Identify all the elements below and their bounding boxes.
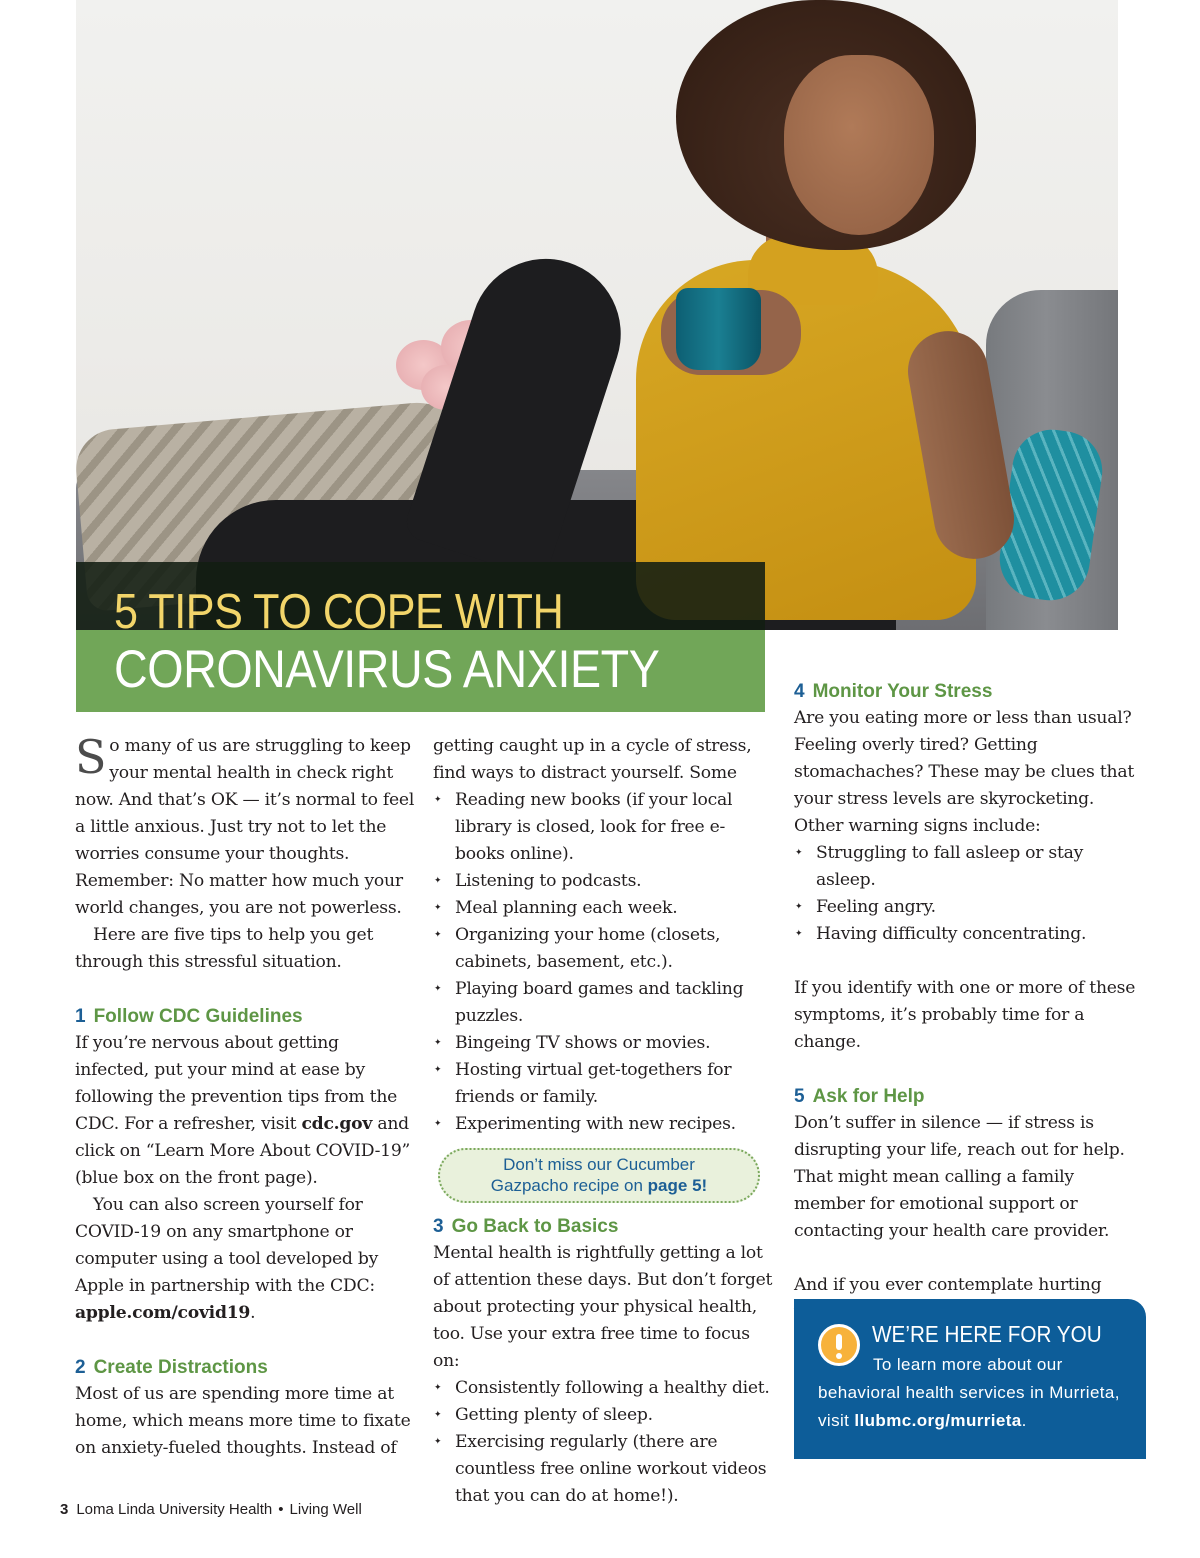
footer-separator: • — [278, 1501, 284, 1518]
llubmc-link[interactable]: llubmc.org/murrieta — [854, 1411, 1022, 1430]
intro-text: o many of us are struggling to keep your mental health in check right now. And that’s OK — it’s normal to feel a little anxious. Just try not to let the worries consume your thoughts. Remember: No matter how much your world changes, you are not powerless. — [75, 736, 415, 918]
tip-1-text-end: and click on “Learn More About COVID-19” (blue box on the front page). — [75, 1114, 411, 1188]
tip-2-paragraph-cont — [433, 733, 773, 787]
recipe-callout[interactable] — [438, 1148, 760, 1203]
intro-paragraph-2: Here are five tips to help you get through this stressful situation. — [75, 925, 374, 972]
tip-2-title: Create Distractions — [93, 1357, 268, 1378]
list-item: ✦ Experimenting with new recipes. — [433, 1111, 773, 1138]
footer-org: Loma Linda University Health — [76, 1501, 273, 1518]
tip-4-paragraph-2: If you identify with one or more of these symptoms, it’s probably time for a change. — [794, 978, 1136, 1052]
callout-line-2 — [440, 1175, 758, 1196]
tip-1-text: If you’re nervous about getting infected, put your mind at ease by following the prevention tips from the CDC. For a refresher, visit — [75, 1033, 398, 1134]
tip-1-paragraph — [75, 1030, 415, 1192]
intro-paragraph — [75, 730, 415, 922]
page-footer — [60, 1501, 362, 1518]
tip-1-text-2: You can also screen yourself for COVID-19 on any smartphone or computer using a tool developed by Apple in partnership with the CDC: — [75, 1195, 379, 1296]
callout-text: Gazpacho recipe on — [490, 1176, 648, 1195]
tip-4-paragraph: Are you eating more or less than usual? Feeling overly tired? Getting stomachaches? These may be clues that your stress levels are skyrocketing. Other warning signs include: — [794, 708, 1134, 836]
callout-line-1: Don’t miss our Cucumber — [503, 1155, 695, 1174]
column-3 — [794, 678, 1139, 1326]
tip-5-paragraph-2: And if you ever contemplate hurting — [794, 1275, 1102, 1295]
drop-cap: S — [75, 730, 107, 784]
list-item: ✦ Listening to podcasts. — [433, 868, 773, 895]
tip-2-heading — [75, 1354, 415, 1381]
tip-1-paragraph-2 — [75, 1192, 415, 1327]
list-item: ✦ Getting plenty of sleep. — [433, 1402, 773, 1429]
help-box — [794, 1299, 1146, 1459]
tip-5-paragraph: Don’t suffer in silence — if stress is disrupting your life, reach out for help. That might mean calling a family member for emotional support or contacting your health care provider. — [794, 1113, 1125, 1241]
footer-publication: Living Well — [289, 1501, 362, 1518]
tip-2-text-continued: getting caught up in a cycle of stress, find ways to distract yourself. Some — [433, 736, 752, 783]
tip-1-number: 1 — [75, 1006, 86, 1027]
tip-1-text-2-end: . — [250, 1303, 256, 1323]
face — [784, 55, 934, 235]
cdc-link[interactable]: cdc.gov — [301, 1114, 373, 1134]
help-box-body — [818, 1351, 1138, 1435]
column-1 — [75, 730, 415, 1462]
tip-2-number: 2 — [75, 1357, 86, 1378]
hero-photo — [76, 0, 1118, 630]
list-item: ✦ Feeling angry. — [794, 894, 1139, 921]
list-item: ✦ Hosting virtual get-togethers for friends or family. — [433, 1057, 773, 1111]
tip-5-title: Ask for Help — [812, 1086, 925, 1107]
list-item: ✦ Organizing your home (closets, cabinets, basement, etc.). — [433, 922, 773, 976]
tip-5-number: 5 — [794, 1086, 805, 1107]
distraction-list — [433, 787, 773, 1138]
title-line-2: CORONAVIRUS ANXIETY — [114, 640, 660, 699]
tip-3-paragraph: Mental health is rightfully getting a lot of attention these days. But don’t forget about protecting your physical health, too. Use your extra free time to focus on: — [433, 1243, 773, 1371]
list-item: ✦ Having difficulty concentrating. — [794, 921, 1139, 948]
tip-3-title: Go Back to Basics — [451, 1216, 619, 1237]
column-2 — [433, 733, 773, 1510]
tip-5-heading — [794, 1083, 1139, 1110]
apple-link[interactable]: apple.com/covid19 — [75, 1303, 251, 1323]
basics-list — [433, 1375, 773, 1510]
warning-signs-list — [794, 840, 1139, 948]
list-item: ✦ Bingeing TV shows or movies. — [433, 1030, 773, 1057]
help-box-text-end: . — [1021, 1411, 1027, 1430]
page-number: 3 — [60, 1501, 69, 1518]
tip-4-title: Monitor Your Stress — [812, 681, 993, 702]
list-item: ✦ Reading new books (if your local library is closed, look for free e-books online). — [433, 787, 773, 868]
tip-1-title: Follow CDC Guidelines — [93, 1006, 303, 1027]
teal-mug — [676, 288, 761, 370]
tip-4-number: 4 — [794, 681, 805, 702]
help-box-title: WE’RE HERE FOR YOU — [872, 1321, 1102, 1347]
tip-2-paragraph: Most of us are spending more time at home, which means more time to fixate on anxiety-fueled thoughts. Instead of — [75, 1384, 411, 1458]
tip-1-heading — [75, 1003, 415, 1030]
tip-3-number: 3 — [433, 1216, 444, 1237]
tip-3-heading — [433, 1213, 773, 1240]
list-item: ✦ Playing board games and tackling puzzles. — [433, 976, 773, 1030]
list-item: ✦ Consistently following a healthy diet. — [433, 1375, 773, 1402]
help-box-text: To learn more about our behavioral health services in Murrieta, visit — [818, 1355, 1120, 1430]
list-item: ✦ Meal planning each week. — [433, 895, 773, 922]
list-item: ✦ Exercising regularly (there are countless free online workout videos that you can do at home!). — [433, 1429, 773, 1510]
list-item: ✦ Struggling to fall asleep or stay asleep. — [794, 840, 1139, 894]
tip-4-heading — [794, 678, 1139, 705]
page-5-link[interactable]: page 5! — [647, 1176, 708, 1195]
title-line-1: 5 TIPS TO COPE WITH — [114, 585, 564, 639]
